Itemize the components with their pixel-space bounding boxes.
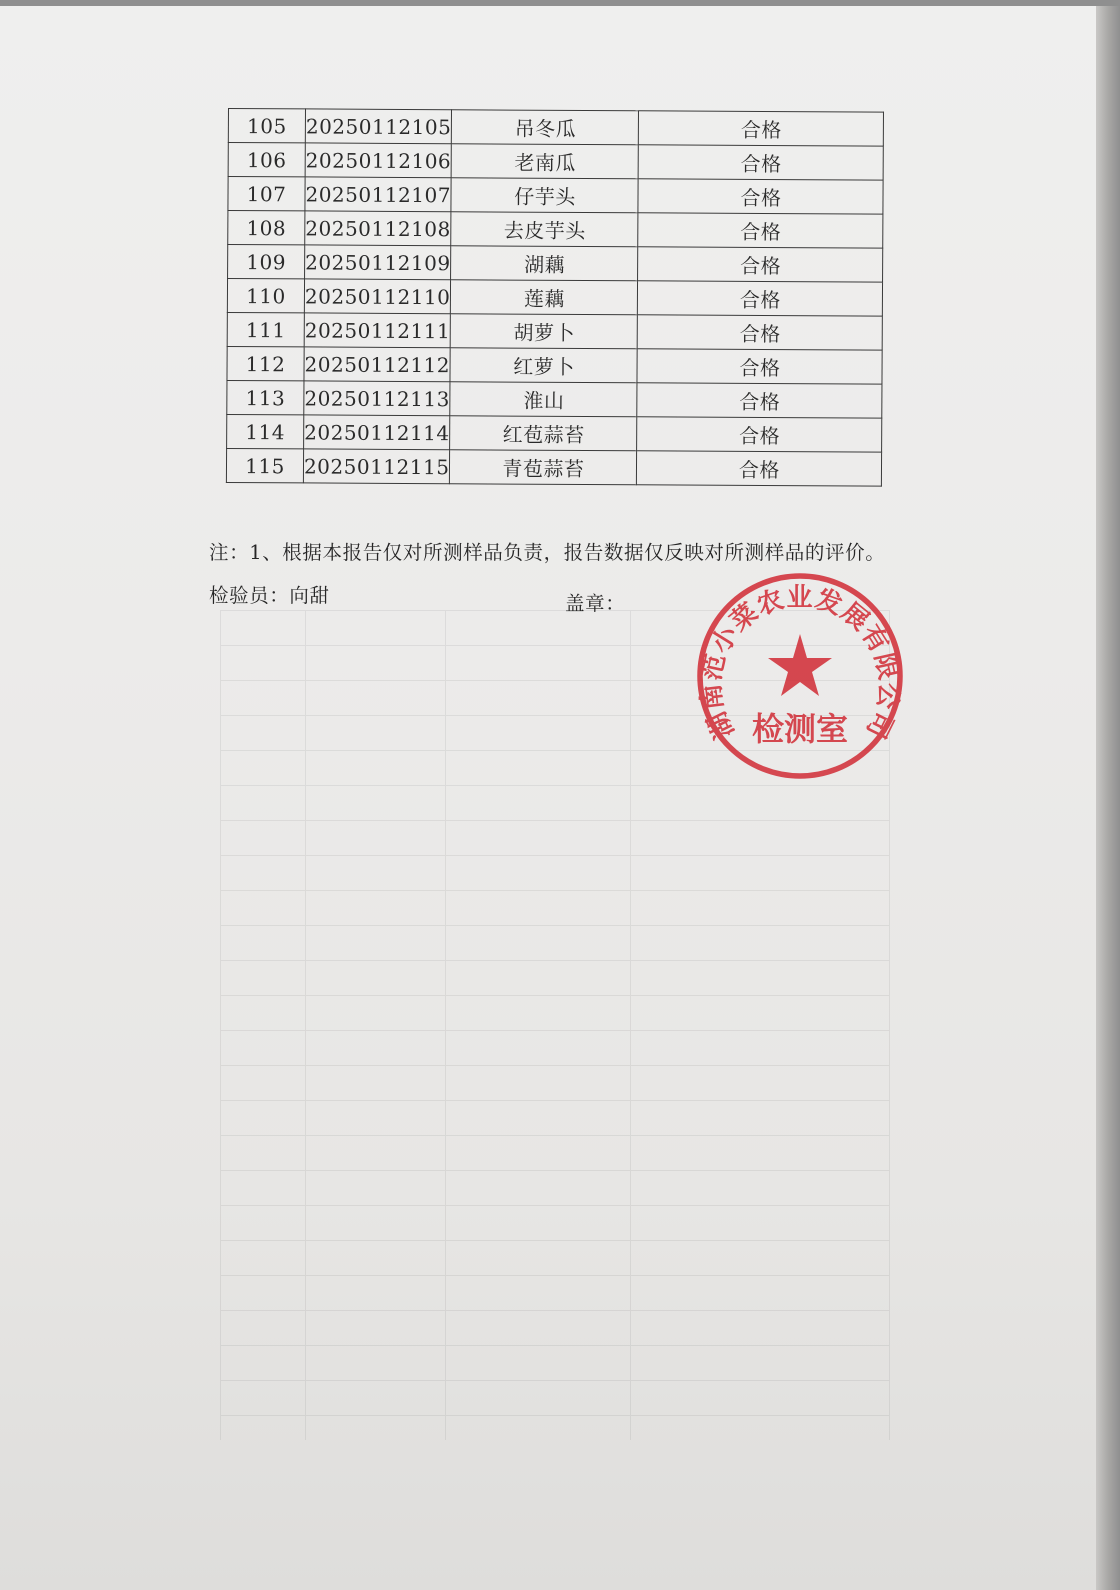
table-row: [227, 380, 883, 418]
table-row: [227, 312, 883, 350]
table-row: [228, 177, 884, 215]
table-row: [228, 245, 884, 283]
test-result-cell: 合格: [639, 111, 884, 146]
row-number-cell: 112: [227, 346, 304, 380]
test-result-cell: 合格: [639, 145, 884, 180]
seal-label: 盖章：: [565, 592, 626, 615]
seal-center-text: 检测室: [751, 710, 849, 748]
row-number-cell: 115: [226, 448, 303, 482]
test-result-cell: 合格: [638, 281, 883, 316]
inspector-line: 检验员：向甜: [209, 584, 330, 607]
sample-name-cell: 胡萝卜: [451, 314, 638, 349]
test-result-cell: 合格: [637, 451, 882, 486]
sample-name-cell: 仔芋头: [451, 178, 638, 213]
sample-name-cell: 淮山: [450, 382, 637, 417]
row-number-cell: 109: [228, 245, 305, 279]
sample-name-cell: 老南瓜: [452, 144, 639, 179]
row-number-cell: 107: [228, 177, 305, 211]
sample-name-cell: 湖藕: [451, 246, 638, 281]
table-row: [228, 109, 884, 147]
seal-star-icon: [768, 634, 832, 696]
test-result-cell: 合格: [637, 417, 882, 452]
sample-code-cell: 20250112114: [304, 415, 451, 450]
row-number-cell: 108: [228, 211, 305, 245]
test-result-cell: 合格: [637, 383, 882, 418]
sample-name-cell: 吊冬瓜: [452, 110, 639, 145]
sample-code-cell: 20250112107: [305, 177, 452, 212]
sample-code-cell: 20250112106: [305, 143, 452, 178]
sample-code-cell: 20250112115: [303, 449, 450, 484]
test-result-cell: 合格: [638, 247, 883, 282]
sample-code-cell: 20250112112: [304, 347, 451, 382]
sample-code-cell: 20250112105: [305, 109, 452, 144]
sample-code-cell: 20250112109: [305, 245, 452, 280]
table-row: [227, 414, 883, 452]
row-number-cell: 113: [227, 380, 304, 414]
table-row: [228, 143, 884, 181]
row-number-cell: 111: [227, 312, 304, 346]
sample-name-cell: 莲藕: [451, 280, 638, 315]
sample-code-cell: 20250112113: [304, 381, 451, 416]
table-row: [226, 448, 882, 486]
row-number-cell: 105: [228, 109, 305, 143]
company-seal: [690, 566, 910, 786]
sample-code-cell: 20250112108: [305, 211, 452, 246]
sample-code-cell: 20250112110: [304, 279, 451, 314]
sample-name-cell: 青苞蒜苔: [450, 450, 637, 485]
seal-ring-text: 湖南范小菜农业发展有限公司: [696, 582, 904, 744]
test-result-cell: 合格: [638, 213, 883, 248]
results-table: [226, 108, 885, 487]
test-result-cell: 合格: [637, 349, 882, 384]
paper-edge: [1096, 6, 1120, 1590]
table-row: [228, 211, 884, 249]
row-number-cell: 114: [227, 414, 304, 448]
row-number-cell: 106: [228, 143, 305, 177]
note-text: 注：1、根据本报告仅对所测样品负责，报告数据仅反映对所测样品的评价。: [209, 541, 886, 564]
sample-code-cell: 20250112111: [304, 313, 451, 348]
row-number-cell: 110: [227, 279, 304, 313]
test-result-cell: 合格: [638, 315, 883, 350]
sample-name-cell: 去皮芋头: [451, 212, 638, 247]
test-result-cell: 合格: [638, 179, 883, 214]
table-row: [227, 346, 883, 384]
table-row: [227, 279, 883, 317]
sample-name-cell: 红苞蒜苔: [450, 416, 637, 451]
results-table-body: [226, 109, 884, 487]
sample-name-cell: 红萝卜: [450, 348, 637, 383]
